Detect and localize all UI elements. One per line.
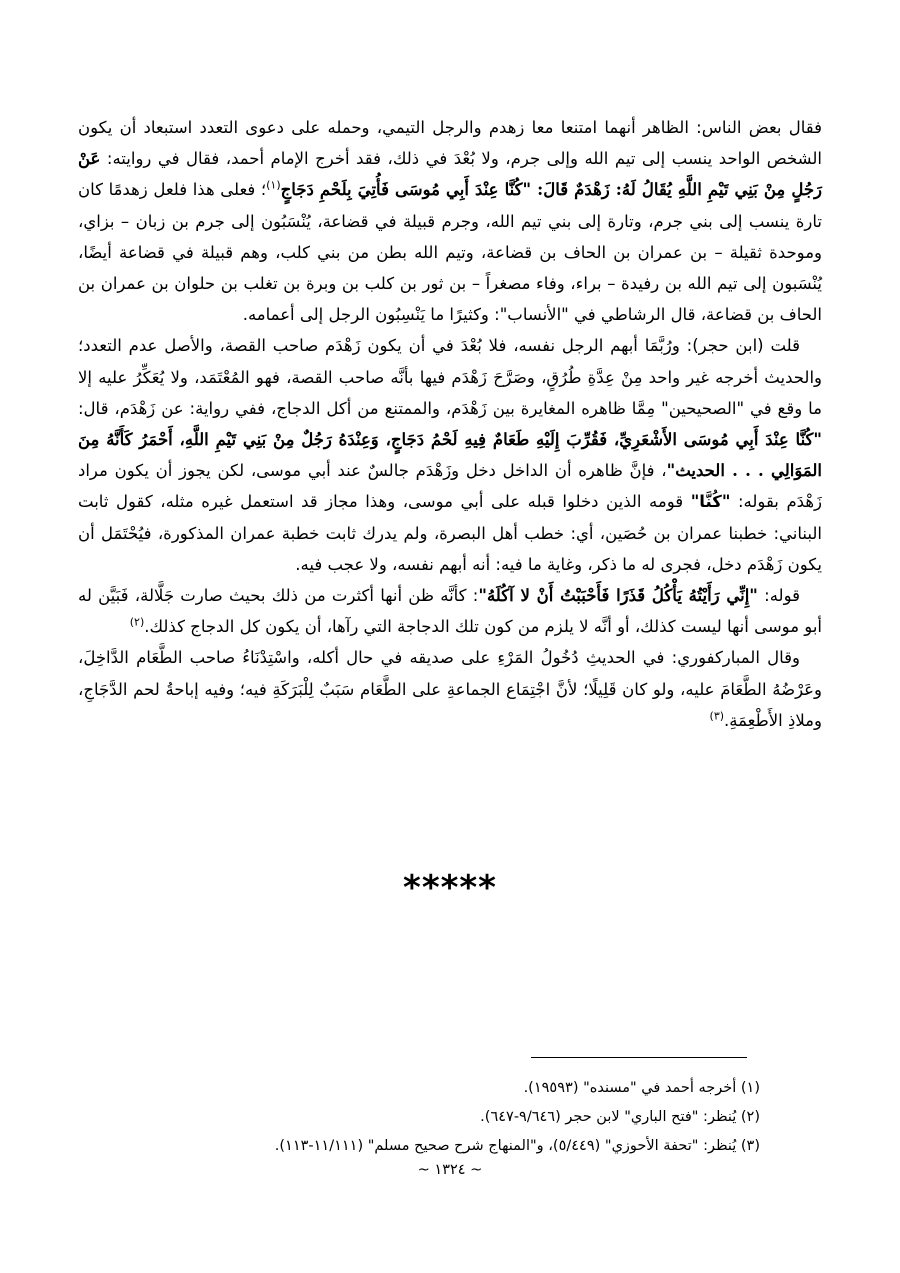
quote-kunna: "كُنَّا" [690,492,731,512]
footnote-1: (١) أخرجه أحمد في "مسنده" (١٩٥٩٣). [523,1080,760,1096]
section-separator: ***** [403,868,497,908]
paragraph-4-text-a: وقال المباركفوري: في الحديثِ دُخُولُ المَرْءِ على صديقه في حال أكله، واسْتِدْنَاءُ صاحب الطَّعَام الدَّاخِلَ، وعَرْضُهُ الطَّعَامَ عليه، ولو كان قَلِيلًا؛ لأنَّ اجْتِمَاع الجماعةِ على الطَّعَام سَبَبٌ لِلْبَرَكَةِ فيه؛ وفيه إباحةُ لحم الدَّجَاجِ، وملاذِ الأَطْعِمَةِ. [78,648,822,730]
paragraph-1 [78,112,822,330]
hadith-quote-3: "إِنِّي رَأَيْتُهُ يَأْكُلُ قَذَرًا فَأَحْبَبْتُ أَنْ لا آكُلَهُ" [478,586,758,606]
paragraph-2-text-b: ، فإنَّ ظاهره أن الداخل دخل وزَهْدَم جالسٌ عند أبي موسى، لكن يجوز أن يكون مراد زَهْدَم بقوله: [78,461,822,512]
footnote-ref-2: (٢) [129,615,145,629]
footnote-ref-3: (٣) [709,709,725,723]
paragraph-2-text-c: قومه الذين دخلوا قبله على أبي موسى، وهذا مجاز قد استعمل غيره مثله، كقول ثابت البناني: خطبنا عمران بن حُصَين، أي: خطب أهل البصرة، ولم يدرك ثابت خطبة عمران المذكورة، فيُحْتَمَل أن يكون زَهْدَم دخل، فجرى له ما ذكر، وغاية ما فيه: أنه أبهم نفسه، ولا عجب فيه. [78,492,822,574]
paragraph-3-text-b: : كأنَّه ظن أنها أكثرت من ذلك بحيث صارت جَلَّالة، فَبَيَّن له أبو موسى أنها ليست كذلك، أو أنَّه لا يلزم من كون تلك الدجاجة التي رآها، أن يكون كل الدجاج كذلك. [78,586,822,637]
paragraph-2 [78,330,822,580]
footnote-ref-1: (١) [266,178,281,192]
page-number: ~ ١٣٢٤ ~ [417,1162,483,1178]
paragraph-4 [78,642,822,736]
paragraph-2-text-a: قلت (ابن حجر): ورُبَّمَا أبهم الرجل نفسه، فلا بُعْدَ في أن يكون زَهْدَم صاحب القصة، والأصل عدم التعدد؛ والحديث أخرجه غير واحد مِنْ عِدَّةِ طُرُقٍ، وصَرَّحَ زَهْدَم فيها بأنَّه صاحب القصة، فهو المُعْتَمَد، ولا يُعَكِّرُ عليه إلا ما وقع في "الصحيحين" مِمَّا ظاهره المغايرة بين زَهْدَم، والممتنع من أكل الدجاج، ففي رواية: عن زَهْدَم، قال: [78,336,822,418]
paragraph-1-text-a: فقال بعض الناس: الظاهر أنهما امتنعا معا زهدم والرجل التيمي، وحمله على دعوى التعدد استبعاد أن يكون الشخص الواحد ينسب إلى تيم الله وإلى جرم، ولا بُعْدَ في ذلك، فقد أخرج الإمام أحمد، فقال في روايته: [78,118,822,169]
footnote-divider [531,1057,747,1058]
hadith-quote-1: عَنْ رَجُلٍ مِنْ بَنِي تَيْمِ اللَّهِ يُقَالُ لَهُ: زَهْدَمٌ قَالَ: "كُنَّا عِنْدَ أَبِي مُوسَى فَأُتِيَ بِلَحْمِ دَجَاجٍ [78,149,823,200]
main-text [78,112,822,736]
footnotes [120,1074,760,1161]
hadith-quote-2: "كُنَّا عِنْدَ أَبِي مُوسَى الأَشْعَرِيِّ، فَقُرِّبَ إِلَيْهِ طَعَامٌ فِيهِ لَحْمُ دَجَاجٍ، وَعِنْدَهُ رَجُلٌ مِنْ بَنِي تَيْمِ اللَّهِ، أَحْمَرُ كَأَنَّهُ مِنَ المَوَالِي . . . الحديث" [78,430,822,481]
paragraph-3 [78,580,822,642]
paragraph-3-text-a: قوله: [757,586,801,606]
footnote-3: (٣) يُنظر: "تحفة الأحوزي" (٥/٤٤٩)، و"المنهاج شرح صحيح مسلم" (١١/١١١-١١٣). [274,1138,760,1154]
paragraph-1-text-b: ؛ فعلى هذا فلعل زهدمًا كان تارة ينسب إلى بني جرم، وتارة إلى بني تيم الله، وجرم قبيلة في قضاعة، يُنْسَبُون إلى جرم بن زبان – بزاي، وموحدة ثقيلة – بن عمران بن الحاف بن قضاعة، وتيم الله بطن من بني كلب، وهم قبيلة في قضاعة أيضًا، يُنْسَبون إلى تيم الله بن رفيدة – براء، وفاء مصغراً – بن ثور بن كلب بن وبرة بن تغلب بن حلوان بن عمران بن الحاف بن قضاعة، قال الرشاطي في "الأنساب": وكثيرًا ما يَنْسِبُون الرجل إلى أعمامه. [78,180,822,325]
footnote-2: (٢) يُنظر: "فتح الباري" لابن حجر (٩/٦٤٦-٦٤٧). [480,1109,760,1125]
